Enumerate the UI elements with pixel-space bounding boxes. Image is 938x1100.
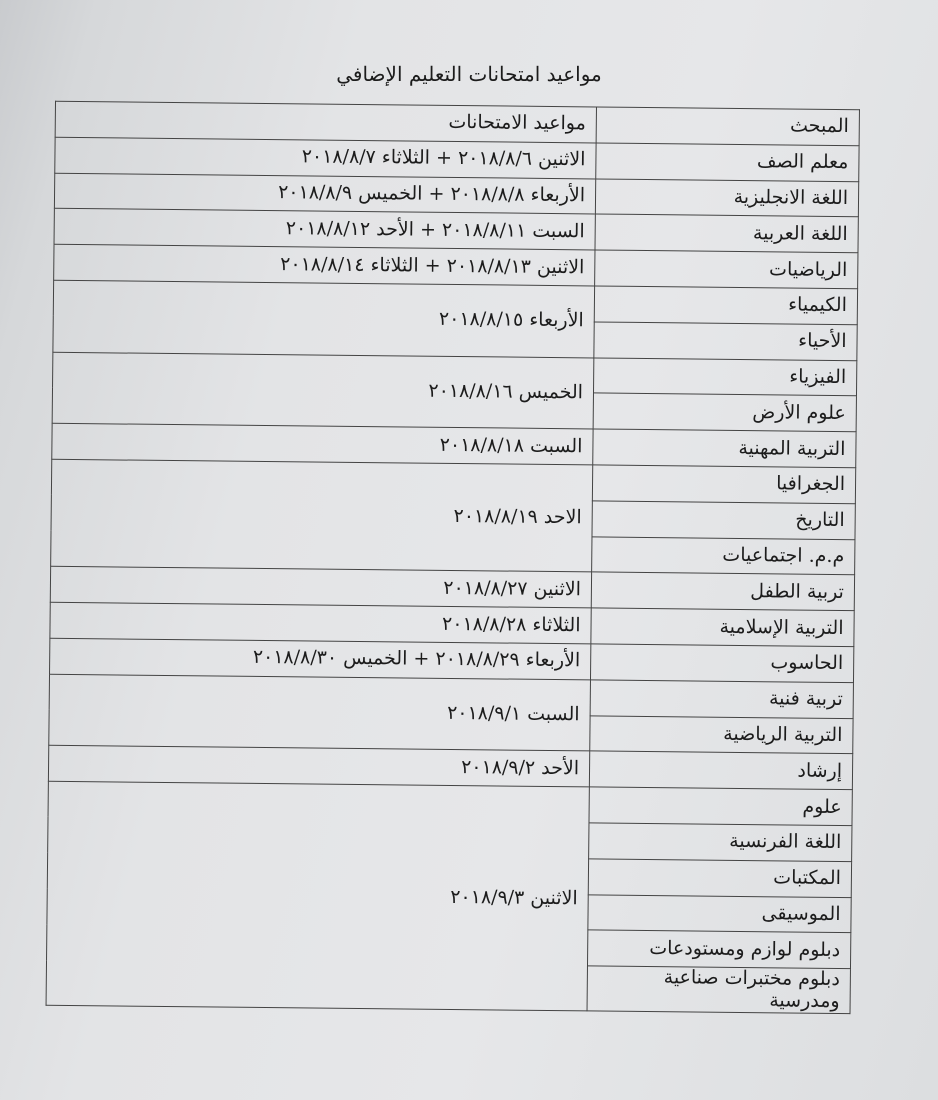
subject-cell: علوم الأرض [593, 393, 856, 432]
subject-cell: إرشاد [589, 751, 852, 790]
table-row [53, 352, 857, 396]
subject-cell: الفيزياء [593, 358, 856, 397]
subject-cell: م.م. اجتماعيات [592, 536, 855, 575]
subject-cell: الحاسوب [590, 644, 853, 683]
page-title: مواعيد امتحانات التعليم الإضافي [336, 62, 602, 86]
subject-cell: الأحياء [594, 322, 857, 361]
subject-cell: الجغرافيا [592, 465, 855, 504]
exam-date-cell: الاثنين ٢٠١٨/٨/٦ + الثلاثاء ٢٠١٨/٨/٧ [55, 137, 596, 178]
subject-cell: التربية المهنية [593, 429, 856, 468]
exam-date-cell: الأحد ٢٠١٨/٩/٢ [48, 746, 589, 787]
subject-cell: دبلوم مختبرات صناعية ومدرسية [587, 966, 850, 1013]
exam-date-cell: الأربعاء ٢٠١٨/٨/٢٩ + الخميس ٢٠١٨/٨/٣٠ [50, 638, 591, 679]
subject-column-header: المبحث [596, 107, 859, 146]
exam-schedule-table [46, 101, 860, 1014]
exam-date-cell: الاحد ٢٠١٨/٨/١٩ [51, 459, 593, 572]
subject-cell: علوم [589, 787, 852, 826]
exam-date-cell: الثلاثاء ٢٠١٨/٨/٢٨ [50, 602, 591, 643]
table-row [51, 459, 855, 503]
schedule-sheet [45, 101, 860, 1049]
table-row [53, 280, 857, 324]
subject-cell: تربية فنية [590, 680, 853, 719]
exam-date-cell: الأربعاء ٢٠١٨/٨/١٥ [53, 280, 595, 357]
exam-date-cell: الأربعاء ٢٠١٨/٨/٨ + الخميس ٢٠١٨/٨/٩ [54, 173, 595, 214]
subject-cell: تربية الطفل [591, 572, 854, 611]
subject-cell: التربية الرياضية [590, 715, 853, 754]
subject-cell: دبلوم لوازم ومستودعات [587, 930, 850, 969]
exam-date-cell: السبت ٢٠١٨/٨/١١ + الأحد ٢٠١٨/٨/١٢ [54, 209, 595, 250]
subject-cell: الكيمياء [594, 286, 857, 325]
subject-cell: المكتبات [588, 859, 851, 898]
exam-date-cell: السبت ٢٠١٨/٩/١ [49, 674, 591, 751]
exam-date-cell: الاثنين ٢٠١٨/٨/١٣ + الثلاثاء ٢٠١٨/٨/١٤ [54, 244, 595, 285]
table-row [49, 674, 853, 718]
exam-date-cell: الاثنين ٢٠١٨/٨/٢٧ [50, 567, 591, 608]
subject-cell: التاريخ [592, 501, 855, 540]
schedule-body [46, 101, 859, 1013]
subject-cell: التربية الإسلامية [591, 608, 854, 647]
subject-cell: معلم الصف [596, 143, 859, 182]
subject-cell: اللغة الفرنسية [589, 823, 852, 862]
subject-cell: اللغة العربية [595, 214, 858, 253]
subject-cell: الموسيقى [588, 894, 851, 933]
exam-date-cell: السبت ٢٠١٨/٨/١٨ [52, 423, 593, 464]
dates-column-header: مواعيد الامتحانات [55, 101, 596, 142]
table-row [48, 781, 852, 825]
exam-date-cell: الاثنين ٢٠١٨/٩/٣ [46, 781, 589, 1010]
exam-date-cell: الخميس ٢٠١٨/٨/١٦ [52, 352, 594, 429]
subject-cell: الرياضيات [595, 250, 858, 289]
subject-cell: اللغة الانجليزية [595, 179, 858, 218]
